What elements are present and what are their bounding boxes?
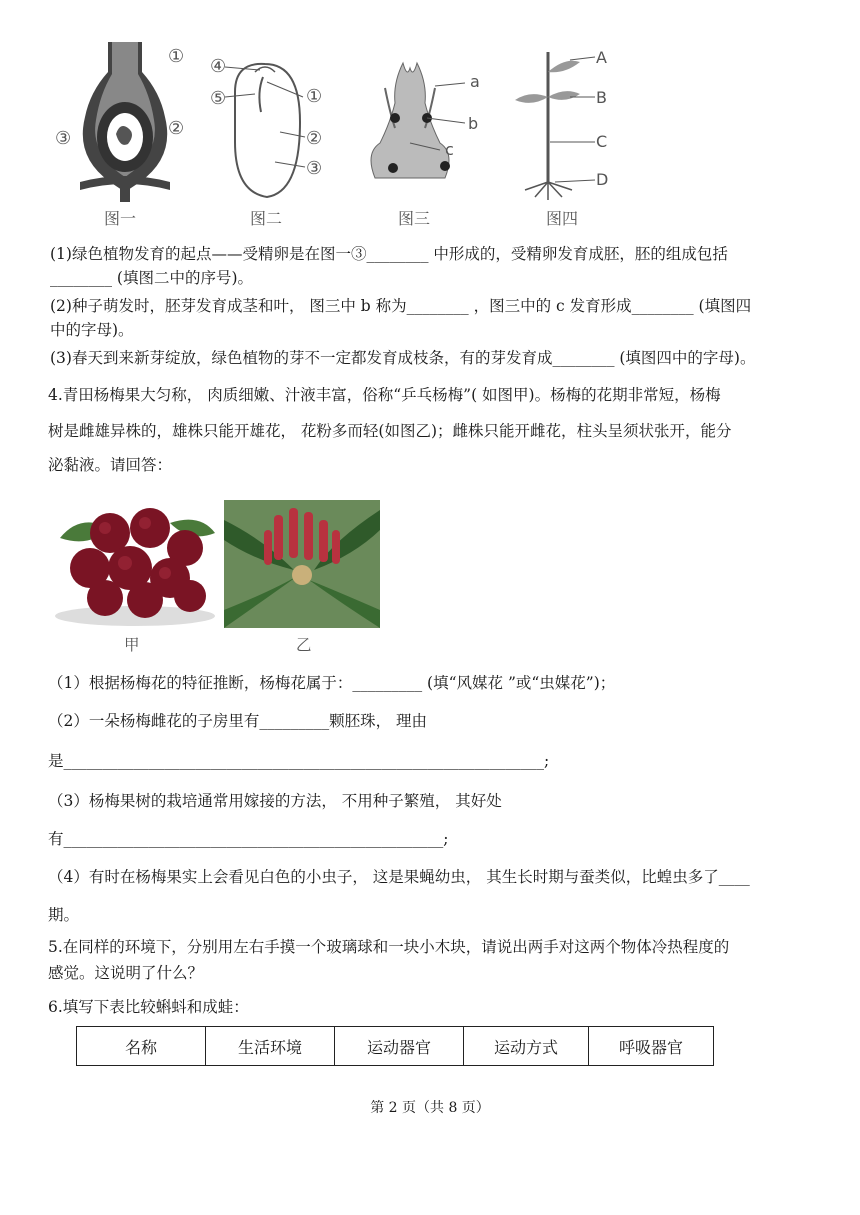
figure-3-bud-diagram [355, 58, 465, 188]
photo-bayberry-flower [224, 500, 380, 628]
q4-line-3: 泌黏液。请回答： [48, 456, 173, 474]
fig4-caption: 图四 [546, 209, 579, 228]
q4-sub-2-cont: 是______________________________________________________________; [48, 752, 550, 770]
fig2-label-3: ③ [306, 158, 323, 179]
fig2-caption: 图二 [250, 209, 283, 228]
table-header-respiration: 呼吸器官 [589, 1027, 714, 1066]
fig4-label-A: A [596, 48, 607, 67]
q4-line-1: 4.青田杨梅果大匀称， 肉质细嫩、汁液丰富，俗称“乒乓杨梅”( 如图甲)。杨梅的花期非常短，杨梅 [48, 386, 721, 404]
table-header-movement: 运动方式 [464, 1027, 589, 1066]
photo-caption-b: 乙 [296, 636, 312, 654]
comparison-table [76, 1026, 714, 1066]
fig4-label-C: C [596, 132, 608, 151]
table-header-organ: 运动器官 [335, 1027, 464, 1066]
q3-line-1: (1)绿色植物发育的起点——受精卵是在图一③________ 中形成的，受精卵发育成胚，胚的组成包括 [50, 245, 728, 263]
fig3-label-c: c [445, 140, 454, 159]
q4-line-2: 树是雌雄异株的，雄株只能开雄花， 花粉多而轻(如图乙)；雌株只能开雌花，柱头呈须状张开，能分 [48, 422, 732, 440]
fig1-label-2: ② [168, 118, 185, 139]
q4-sub-3-cont: 有_________________________________________________; [48, 830, 449, 848]
page-footer: 第 2 页（共 8 页） [370, 1100, 490, 1116]
photo-bayberry-fruit [50, 498, 218, 628]
q3-line-2: ________ (填图二中的序号)。 [50, 269, 254, 287]
fig1-caption: 图一 [104, 209, 137, 228]
q3-line-5: (3)春天到来新芽绽放，绿色植物的芽不一定都发育成枝条，有的芽发育成________ (填图四中的字母)。 [50, 349, 756, 367]
fig3-label-a: a [470, 72, 480, 91]
q5-line-2: 感觉。这说明了什么？ [48, 964, 204, 982]
q4-sub-1: （1）根据杨梅花的特征推断，杨梅花属于：_________ (填“风媒花 ”或“虫媒花”)； [48, 674, 616, 692]
q5-line-1: 5.在同样的环境下，分别用左右手摸一个玻璃球和一块小木块，请说出两手对这两个物体冷热程度的 [48, 938, 730, 956]
fig2-label-2: ② [306, 128, 323, 149]
fig2-label-5: ⑤ [210, 88, 227, 109]
q4-sub-4-cont: 期。 [48, 906, 80, 924]
fig2-label-1: ① [306, 86, 323, 107]
table-header-environment: 生活环境 [206, 1027, 335, 1066]
photo-caption-a: 甲 [124, 636, 140, 654]
q3-line-4: 中的字母)。 [50, 321, 134, 339]
figure-4-plant-diagram [510, 42, 610, 202]
fig4-label-B: B [596, 88, 607, 107]
table-header-row [77, 1027, 714, 1066]
fig1-label-1: ① [168, 46, 185, 67]
q4-sub-4: （4）有时在杨梅果实上会看见白色的小虫子， 这是果蝇幼虫， 其生长时期与蚕类似，比蝗虫多了____ [48, 868, 750, 886]
q4-sub-3: （3）杨梅果树的栽培通常用嫁接的方法， 不用种子繁殖， 其好处 [48, 792, 502, 810]
fig2-label-4: ④ [210, 56, 227, 77]
fig1-label-3: ③ [55, 128, 72, 149]
fig4-label-D: D [596, 170, 609, 189]
q3-line-3: (2)种子萌发时，胚芽发育成茎和叶， 图三中 b 称为________ ，图三中的 c 发育形成________ (填图四 [50, 297, 752, 315]
fig3-caption: 图三 [398, 209, 431, 228]
fig3-label-b: b [468, 114, 479, 133]
table-header-name: 名称 [77, 1027, 206, 1066]
q6-line-1: 6.填写下表比较蝌蚪和成蛙： [48, 998, 249, 1016]
q4-sub-2: （2）一朵杨梅雌花的子房里有_________颗胚珠， 理由 [48, 712, 428, 730]
